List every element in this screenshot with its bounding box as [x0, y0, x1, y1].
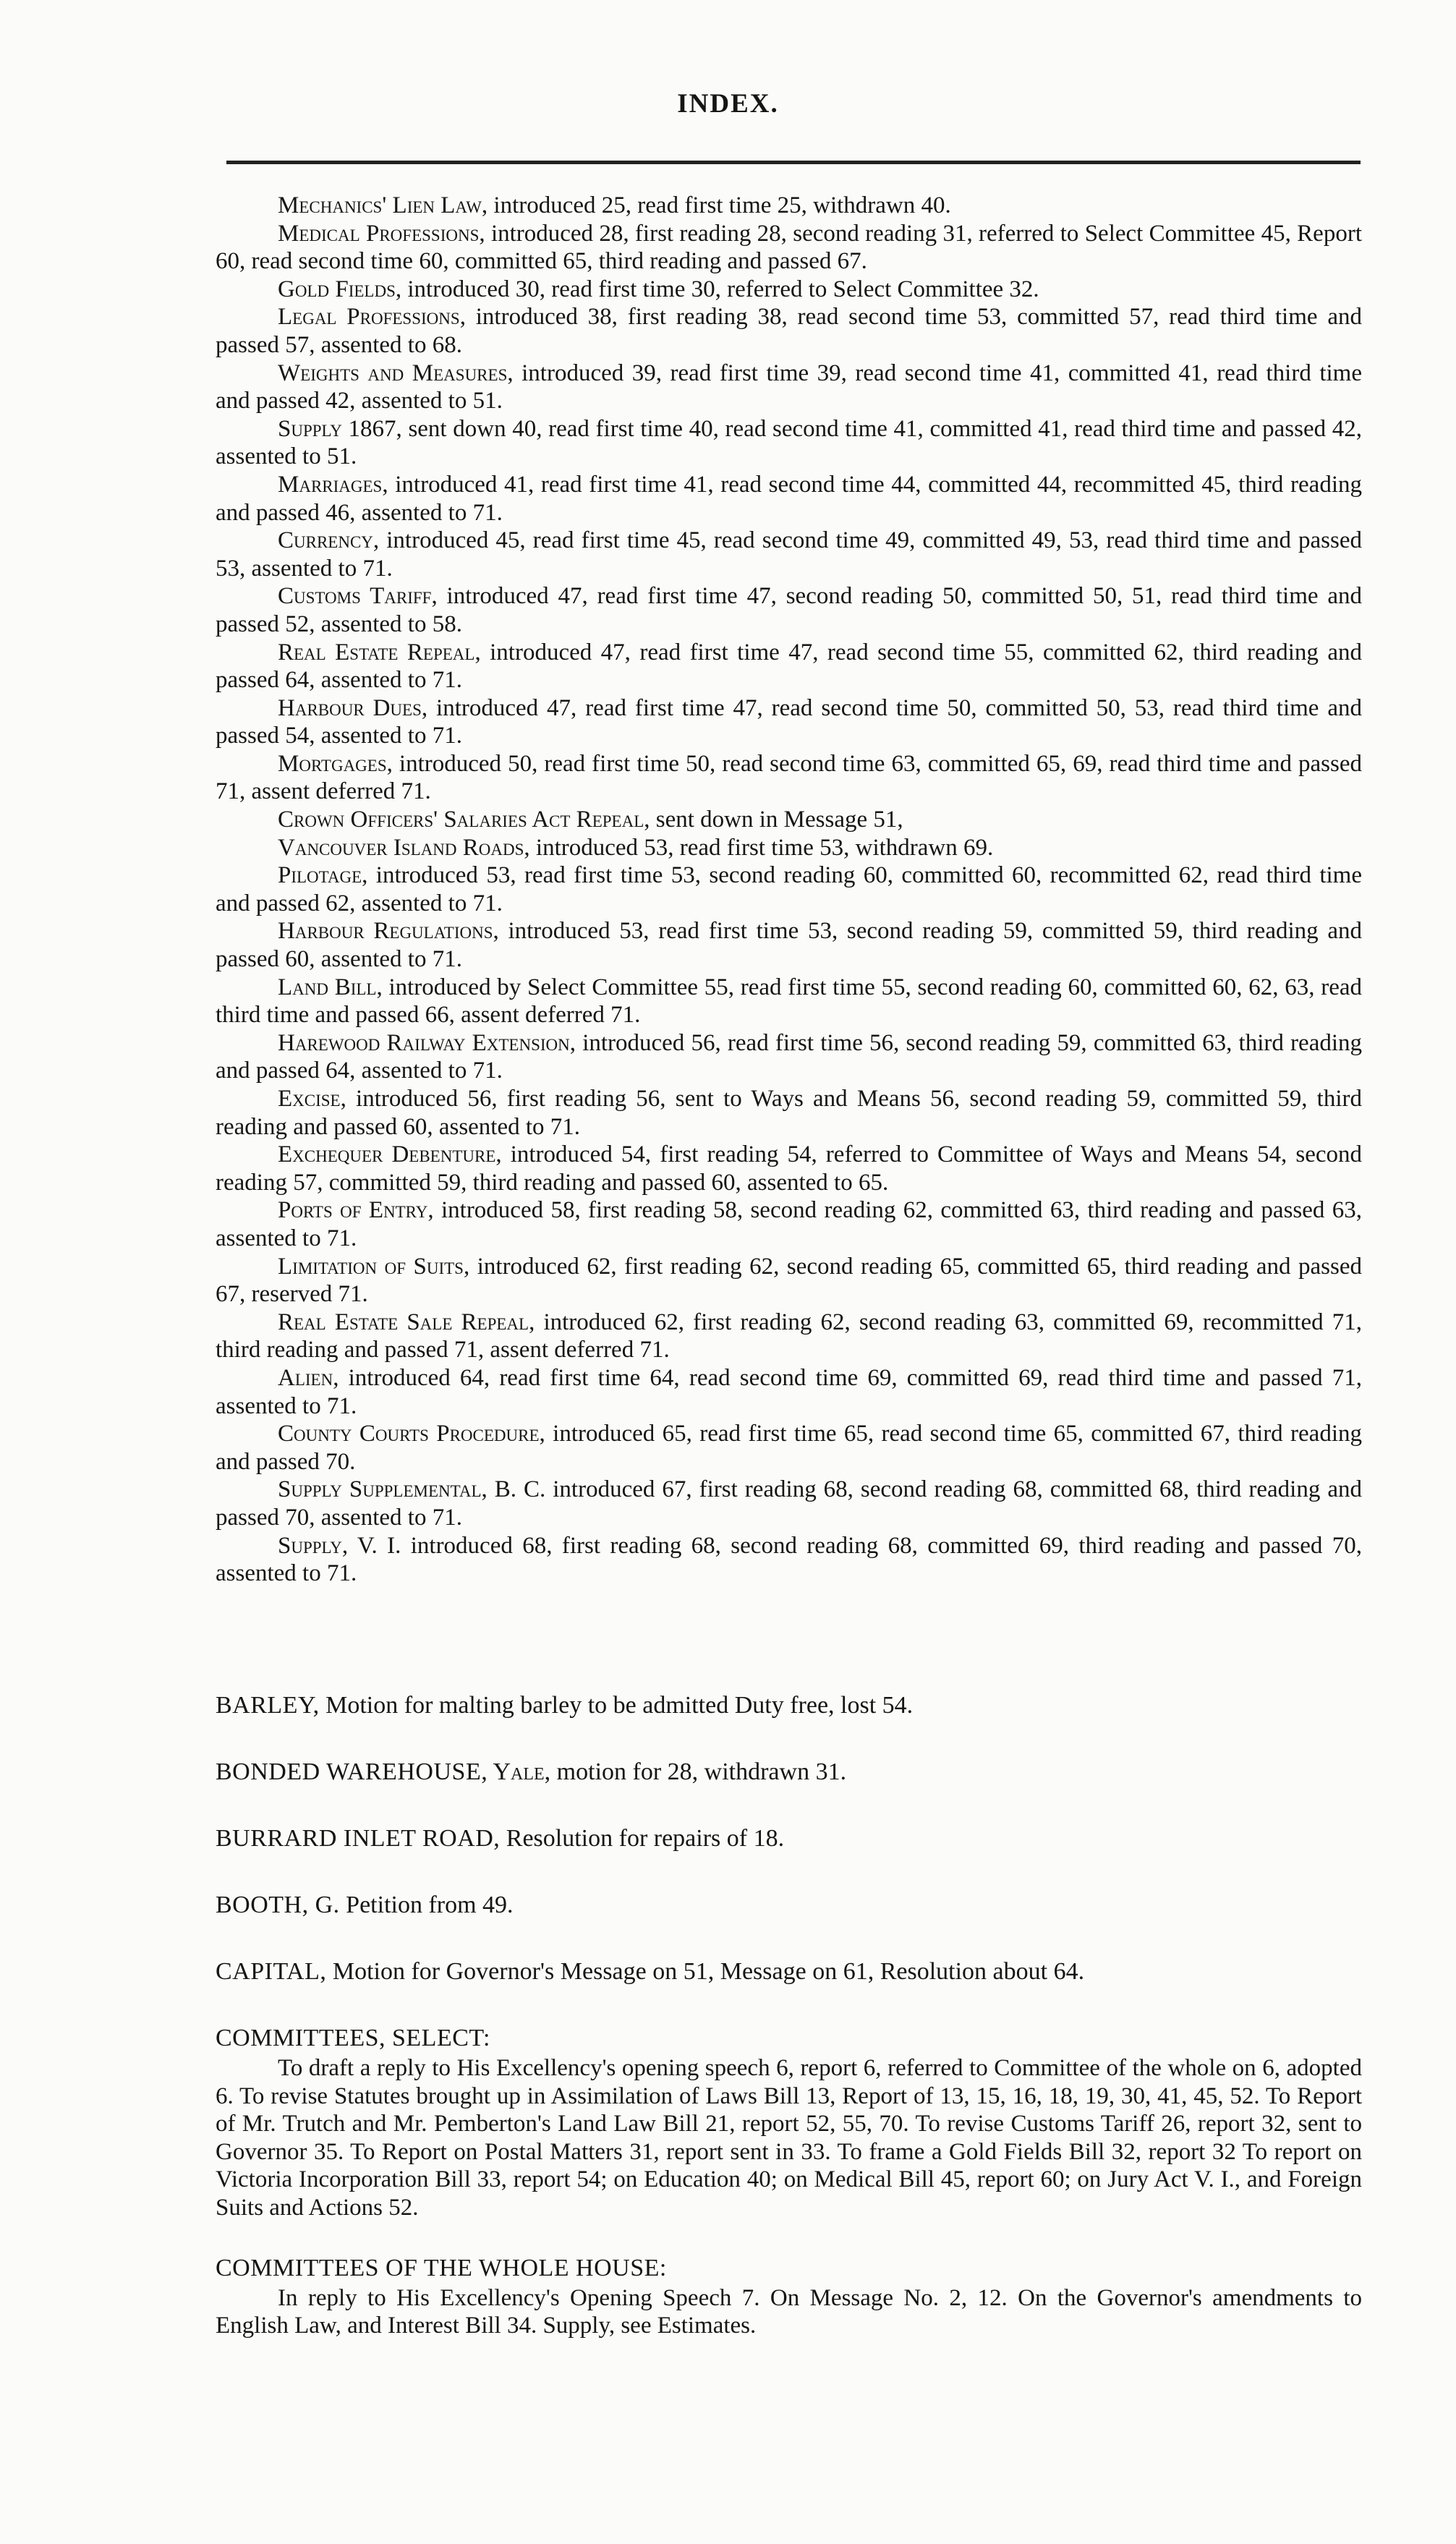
bill-title: Land Bill, — [278, 974, 383, 1000]
bill-entry — [216, 1085, 1362, 1141]
entry-place: Yale, — [488, 1758, 551, 1785]
committees-select-body: To draft a reply to His Excellency's opening speech 6, report 6, referred to Committee of the whole on 6, adopted 6. To revise Statutes brought up in Assimilation of Laws Bill 13, Report of 13, 15, 16, 18, 19, 30, 41, 45, 52. To Report of Mr. Trutch and Mr. Pemberton's Land Law Bill 21, report 52, 55, 70. To revise Customs Tariff 26, report 32, sent to Governor 35. To Report on Postal Matters 31, report sent in 33. To frame a Gold Fields Bill 32, report 32 To report on Victoria Incorporation Bill 33, report 54; on Education 40; on Medical Bill 45, report 60; on Jury Act V. I., and Foreign Suits and Actions 52. — [216, 2055, 1362, 2221]
bill-title: Real Estate Repeal, — [278, 639, 481, 665]
entry-heading: BONDED WAREHOUSE, — [216, 1758, 488, 1785]
bill-title: Mechanics' Lien Law, — [278, 192, 488, 218]
bill-history: introduced 45, read first time 45, read second time 49, committed 49, 53, read third time and passed 53, assented to 71. — [216, 527, 1362, 582]
bill-entry — [216, 276, 1362, 304]
entry-heading: BARLEY, — [216, 1692, 320, 1719]
entry-text: Motion for Governor's Message on 51, Message on 61, Resolution about 64. — [326, 1958, 1085, 1985]
bill-title: Harbour Regulations, — [278, 918, 499, 945]
bill-entry — [216, 694, 1362, 750]
bill-title: Alien, — [278, 1364, 339, 1391]
bill-history: introduced 30, read first time 30, referred to Select Committee 32. — [401, 276, 1039, 302]
bill-title: Ports of Entry, — [278, 1197, 434, 1224]
bill-entry — [216, 220, 1362, 276]
bill-title: County Courts Procedure, — [278, 1421, 545, 1447]
bill-history: introduced 47, read first time 47, read second time 55, committed 62, third reading and passed 64, assented to 71. — [216, 639, 1362, 694]
bill-title: Customs Tariff, — [278, 583, 438, 610]
bill-title: Currency, — [278, 527, 380, 554]
bill-entry — [216, 1420, 1362, 1476]
bill-history: introduced 38, first reading 38, read second time 53, committed 57, read third time and passed 57, assented to 68. — [216, 304, 1362, 358]
bill-history: introduced 39, read first time 39, read second time 41, committed 41, read third time and passed 42, assented to 51. — [216, 360, 1362, 414]
bill-title: Pilotage, — [278, 862, 368, 889]
bill-title: Limitation of Suits, — [278, 1253, 470, 1280]
bill-history: introduced 54, first reading 54, referred to Committee of Ways and Means 54, second reading 57, committed 59, third reading and passed 60, assented to 65. — [216, 1141, 1363, 1196]
bill-entry — [216, 1253, 1362, 1309]
bill-history: introduced 58, first reading 58, second reading 62, committed 63, third reading and passed 63, assented to 71. — [216, 1197, 1362, 1251]
bill-history: 1867, sent down 40, read first time 40, read second time 41, committed 41, read third time and passed 42, assented to 51. — [216, 415, 1362, 470]
index-entry — [216, 1691, 1362, 1720]
index-entry — [216, 1957, 1362, 1986]
bill-entry — [216, 1196, 1362, 1252]
entry-heading: CAPITAL, — [216, 1958, 327, 1985]
bill-history: introduced 28, first reading 28, second reading 31, referred to Select Committee 45, Report 60, read second time 60, committed 65, third reading and passed 67. — [216, 220, 1362, 275]
bill-history: introduced 62, first reading 62, second reading 63, committed 69, recommitted 71, third reading and passed 71, assent deferred 71. — [216, 1309, 1362, 1364]
bill-title: Exchequer Debenture, — [278, 1141, 502, 1168]
committees-select-heading: COMMITTEES, SELECT: — [216, 2025, 490, 2051]
bill-history: introduced 62, first reading 62, second reading 65, committed 65, third reading and passed 67, reserved 71. — [216, 1253, 1362, 1308]
bill-history: introduced 50, read first time 50, read second time 63, committed 65, 69, read third time and passed 71, assent deferred 71. — [216, 750, 1362, 805]
bill-title: Legal Professions, — [278, 304, 466, 331]
entry-heading: BURRARD INLET ROAD, — [216, 1825, 501, 1852]
bill-title: Harewood Railway Extension, — [278, 1029, 576, 1056]
bill-entry — [216, 471, 1362, 527]
bill-title: Harbour Dues, — [278, 694, 428, 721]
bill-entry — [216, 750, 1362, 806]
bill-history: introduced 53, read first time 53, second reading 60, committed 60, recommitted 62, read third time and passed 62, assented to 71. — [216, 862, 1362, 916]
bill-entry — [216, 192, 1362, 220]
entry-text: Petition from 49. — [339, 1892, 514, 1918]
bill-entry — [216, 806, 1362, 834]
bill-entry — [216, 1476, 1362, 1531]
entry-text: motion for 28, withdrawn 31. — [550, 1758, 847, 1785]
bill-history: introduced 64, read first time 64, read second time 69, committed 69, read third time and passed 71, assented to 71. — [216, 1364, 1362, 1419]
index-entry — [216, 1824, 1362, 1853]
bill-title: Real Estate Sale Repeal, — [278, 1309, 535, 1335]
bills-list — [216, 192, 1362, 1588]
bill-history: introduced 65, read first time 65, read second time 65, committed 67, third reading and passed 70. — [216, 1421, 1362, 1475]
bill-title: Supply, — [278, 1532, 349, 1559]
bill-history: B. C. introduced 67, first reading 68, second reading 68, committed 68, third reading and passed 70, assented to 71. — [216, 1476, 1362, 1531]
bill-entry — [216, 582, 1362, 638]
bill-entry — [216, 415, 1362, 471]
bill-history: introduced 56, read first time 56, second reading 59, committed 63, third reading and passed 64, assented to 71. — [216, 1029, 1363, 1084]
bill-title: Weights and Measures, — [278, 360, 514, 386]
bill-history: introduced 56, first reading 56, sent to Ways and Means 56, second reading 59, committed 59, third reading and passed 60, assented to 71. — [216, 1086, 1362, 1140]
bill-entry — [216, 639, 1362, 694]
bill-entry — [216, 1029, 1362, 1085]
bill-title: Mortgages, — [278, 750, 393, 777]
bill-entry — [216, 1364, 1362, 1420]
bill-entry — [216, 1309, 1362, 1364]
bill-entry — [216, 303, 1362, 359]
entry-list — [216, 1691, 1362, 1986]
bill-history: introduced by Select Committee 55, read first time 55, second reading 60, committed 60, 62, 63, read third time and passed 66, assent deferred 71. — [216, 974, 1362, 1029]
committees-whole-heading: COMMITTEES OF THE WHOLE HOUSE: — [216, 2254, 667, 2281]
bill-title: Medical Professions, — [278, 220, 485, 247]
bill-history: introduced 47, read first time 47, read second time 50, committed 50, 53, read third time and passed 54, assented to 71. — [216, 694, 1362, 749]
bill-entry — [216, 917, 1362, 973]
bill-title: Vancouver Island Roads, — [278, 834, 530, 861]
bill-history: introduced 53, read first time 53, second reading 59, committed 59, third reading and passed 60, assented to 71. — [216, 918, 1362, 973]
bill-history: introduced 25, read first time 25, withdrawn 40. — [488, 192, 951, 218]
index-entry — [216, 1758, 1362, 1787]
bill-history: introduced 47, read first time 47, second reading 50, committed 50, 51, read third time and passed 52, assented to 58. — [216, 583, 1362, 637]
bill-entry — [216, 862, 1362, 917]
index-entries — [216, 1691, 1362, 2372]
bill-entry — [216, 1141, 1362, 1196]
bill-title: Supply Supplemental, — [278, 1476, 488, 1503]
bill-title: Excise, — [278, 1086, 346, 1112]
page-title: INDEX. — [677, 89, 779, 119]
bill-entry — [216, 834, 1362, 862]
bill-entry — [216, 974, 1362, 1029]
index-entry — [216, 1891, 1362, 1920]
entry-text: Resolution for repairs of 18. — [500, 1825, 785, 1852]
bill-entry — [216, 1532, 1362, 1588]
bill-history: sent down in Message 51, — [650, 807, 903, 833]
bill-title: Supply — [278, 415, 342, 442]
bill-entry — [216, 527, 1362, 582]
bill-title: Crown Officers' Salaries Act Repeal, — [278, 807, 650, 833]
bill-history: V. I. introduced 68, first reading 68, second reading 68, committed 69, third reading and passed 70, assented to 71. — [216, 1532, 1362, 1587]
bill-history: introduced 41, read first time 41, read second time 44, committed 44, recommitted 45, third reading and passed 46, assented to 71. — [216, 471, 1362, 526]
title-rule — [226, 161, 1361, 164]
bill-title: Gold Fields, — [278, 276, 402, 302]
committees-whole-body: In reply to His Excellency's Opening Speech 7. On Message No. 2, 12. On the Governor's amendments to English Law, and Interest Bill 34. Supply, see Estimates. — [216, 2284, 1362, 2339]
entry-heading: BOOTH, G. — [216, 1892, 340, 1918]
bill-title: Marriages, — [278, 471, 388, 498]
bill-entry — [216, 360, 1362, 415]
bill-history: introduced 53, read first time 53, withdrawn 69. — [529, 834, 994, 861]
entry-text: Motion for malting barley to be admitted Duty free, lost 54. — [319, 1692, 914, 1719]
